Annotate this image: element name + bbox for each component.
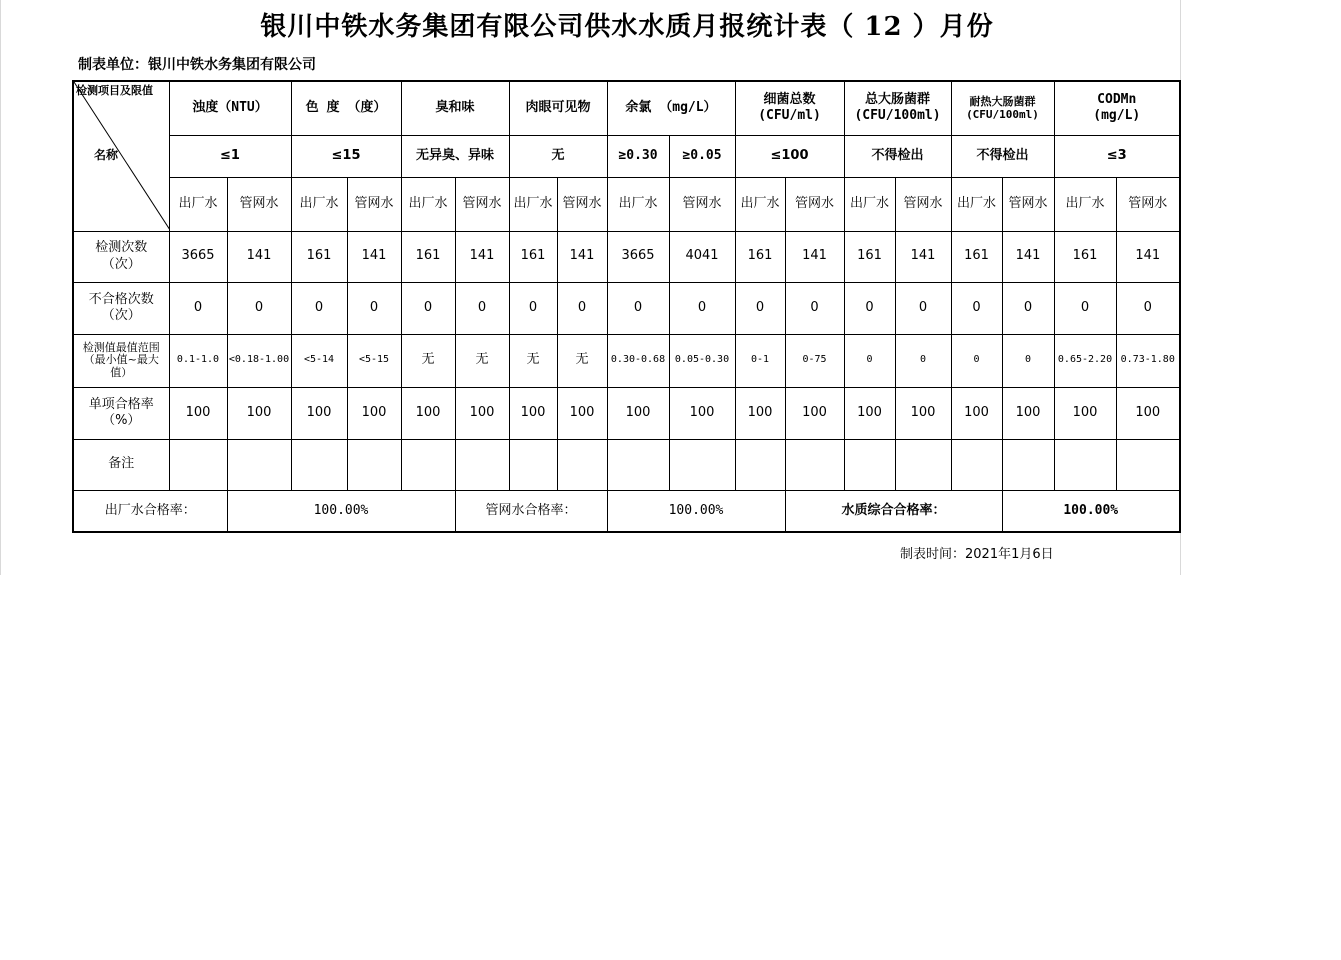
network-pass-rate-value: 100.00%: [607, 490, 785, 532]
sub-header-cell: 管网水: [1116, 177, 1180, 231]
data-cell: 0: [607, 282, 669, 334]
remark-cell[interactable]: [785, 439, 844, 490]
data-cell: 3665: [607, 231, 669, 282]
table-row-pass-rate: [73, 387, 1180, 439]
remark-cell[interactable]: [401, 439, 455, 490]
bacteria-name: 细菌总数: [763, 92, 816, 107]
data-cell: 161: [951, 231, 1002, 282]
sub-header-cell: 管网水: [1002, 177, 1054, 231]
sub-header-cell: 管网水: [895, 177, 951, 231]
total-coliform-name: 总大肠菌群: [864, 92, 930, 107]
remark-cell[interactable]: [844, 439, 895, 490]
limit-turbidity: ≤1: [169, 135, 291, 177]
data-cell: 141: [347, 231, 401, 282]
row-label-line: （最小值~最大: [83, 353, 159, 367]
row-label-line: （%）: [102, 413, 141, 428]
codmn-name: CODMn: [1097, 92, 1137, 107]
diagonal-divider: [74, 82, 169, 230]
data-cell: 无: [455, 334, 509, 387]
row-label-line: 检测值最值范围: [82, 340, 160, 354]
data-cell: 0.05-0.30: [669, 334, 735, 387]
data-cell: 0: [951, 282, 1002, 334]
item-header-color: 色 度 （度）: [291, 81, 401, 135]
data-cell: 100: [509, 387, 557, 439]
corner-bottom-label: 名称: [94, 148, 119, 162]
sub-header-cell: 管网水: [347, 177, 401, 231]
corner-top-label: 检测项目及限值: [76, 84, 153, 97]
data-cell: 0: [844, 334, 895, 387]
factory-pass-rate-label: 出厂水合格率：: [73, 490, 227, 532]
sub-header-cell: 出厂水: [844, 177, 895, 231]
table-row-value-range: [73, 334, 1180, 387]
data-cell: 0: [401, 282, 455, 334]
data-cell: 0.1-1.0: [169, 334, 227, 387]
data-cell: 100: [455, 387, 509, 439]
data-cell: 0: [227, 282, 291, 334]
row-label-remarks: 备注: [73, 439, 169, 490]
remark-cell[interactable]: [895, 439, 951, 490]
data-cell: 无: [401, 334, 455, 387]
limit-bacteria: ≤100: [735, 135, 844, 177]
data-cell: 100: [169, 387, 227, 439]
data-cell: 0-1: [735, 334, 785, 387]
data-cell: 141: [895, 231, 951, 282]
sub-header-cell: 管网水: [227, 177, 291, 231]
data-cell: 100: [557, 387, 607, 439]
item-name-row: [73, 81, 1180, 135]
data-cell: 100: [1002, 387, 1054, 439]
data-cell: 0: [785, 282, 844, 334]
data-cell: 0: [347, 282, 401, 334]
remark-cell[interactable]: [1054, 439, 1116, 490]
data-cell: 0-75: [785, 334, 844, 387]
data-cell: 161: [844, 231, 895, 282]
row-label-line: 不合格次数: [88, 291, 154, 307]
thermotolerant-coliform-name: 耐热大肠菌群: [969, 94, 1036, 108]
limit-odor: 无异臭、异味: [401, 135, 509, 177]
data-cell: 100: [607, 387, 669, 439]
row-label-fail-count: [73, 282, 169, 334]
row-label-line: （次）: [101, 308, 141, 323]
data-cell: 0: [735, 282, 785, 334]
data-cell: 141: [1002, 231, 1054, 282]
data-cell: <5-15: [347, 334, 401, 387]
remark-cell[interactable]: [735, 439, 785, 490]
data-cell: <0.18-1.00: [227, 334, 291, 387]
sub-header-cell: 出厂水: [509, 177, 557, 231]
data-cell: 无: [509, 334, 557, 387]
sub-header-cell: 出厂水: [291, 177, 347, 231]
data-cell: 161: [291, 231, 347, 282]
sub-header-row: [73, 177, 1180, 231]
data-cell: 0: [509, 282, 557, 334]
item-header-thermotolerant-coliform: [951, 81, 1054, 135]
data-cell: 100: [347, 387, 401, 439]
sub-header-cell: 出厂水: [169, 177, 227, 231]
data-cell: 100: [669, 387, 735, 439]
data-cell: 0: [1054, 282, 1116, 334]
sub-header-cell: 出厂水: [1054, 177, 1116, 231]
data-cell: 0: [291, 282, 347, 334]
item-header-visible-matter: 肉眼可见物: [509, 81, 607, 135]
remark-cell[interactable]: [1002, 439, 1054, 490]
codmn-unit: (mg/L): [1093, 108, 1141, 124]
data-cell: 141: [227, 231, 291, 282]
remark-cell[interactable]: [455, 439, 509, 490]
report-title: 银川中铁水务集团有限公司供水水质月报统计表（ 12 ）月份: [260, 12, 994, 42]
data-cell: 0.65-2.20: [1054, 334, 1116, 387]
sub-header-cell: 管网水: [785, 177, 844, 231]
data-cell: 4041: [669, 231, 735, 282]
row-label-line: 单项合格率: [88, 396, 154, 412]
sub-header-cell: 出厂水: [951, 177, 1002, 231]
data-cell: 0: [669, 282, 735, 334]
data-cell: 0.73-1.80: [1116, 334, 1180, 387]
data-cell: 0.30-0.68: [607, 334, 669, 387]
row-label-pass-rate: [73, 387, 169, 439]
data-cell: 3665: [169, 231, 227, 282]
data-cell: 0: [1116, 282, 1180, 334]
remark-cell[interactable]: [347, 439, 401, 490]
row-label-test-count: [73, 231, 169, 282]
data-cell: 161: [1054, 231, 1116, 282]
data-cell: 141: [557, 231, 607, 282]
total-coliform-unit: (CFU/100ml): [854, 108, 941, 124]
data-cell: 100: [1116, 387, 1180, 439]
data-cell: 0: [169, 282, 227, 334]
data-cell: 141: [785, 231, 844, 282]
table-row-test-count: [73, 231, 1180, 282]
data-cell: 0: [844, 282, 895, 334]
data-cell: 0: [895, 282, 951, 334]
factory-pass-rate-value: 100.00%: [227, 490, 455, 532]
row-label-line: 值）: [110, 365, 133, 379]
data-cell: 0: [1002, 334, 1054, 387]
limit-row: [73, 135, 1180, 177]
row-label-value-range: [73, 334, 169, 387]
remark-cell[interactable]: [509, 439, 557, 490]
limit-total-coliform: 不得检出: [844, 135, 951, 177]
remark-cell[interactable]: [1116, 439, 1180, 490]
unit-label: 制表单位：银川中铁水务集团有限公司: [78, 57, 316, 73]
data-cell: 161: [735, 231, 785, 282]
limit-chlorine-factory: ≥0.30: [607, 135, 669, 177]
limit-codmn: ≤3: [1054, 135, 1180, 177]
sub-header-cell: 管网水: [557, 177, 607, 231]
thermotolerant-coliform-unit: (CFU/100ml): [966, 108, 1039, 122]
data-cell: 100: [895, 387, 951, 439]
remark-cell[interactable]: [951, 439, 1002, 490]
data-cell: 0: [895, 334, 951, 387]
data-cell: 100: [844, 387, 895, 439]
overall-pass-rate-value: 100.00%: [1002, 490, 1180, 532]
data-cell: 0: [1002, 282, 1054, 334]
data-cell: 141: [455, 231, 509, 282]
remark-cell[interactable]: [227, 439, 291, 490]
sheet-edge-left: [0, 0, 1, 575]
network-pass-rate-label: 管网水合格率：: [455, 490, 607, 532]
data-cell: 100: [1054, 387, 1116, 439]
remark-cell[interactable]: [669, 439, 735, 490]
data-cell: 0: [557, 282, 607, 334]
summary-row: [73, 490, 1180, 532]
sub-header-cell: 出厂水: [735, 177, 785, 231]
item-header-residual-chlorine: 余氯 （mg/L）: [607, 81, 735, 135]
data-cell: 无: [557, 334, 607, 387]
data-cell: 0: [951, 334, 1002, 387]
remark-cell[interactable]: [291, 439, 347, 490]
bacteria-unit: (CFU/ml): [758, 108, 821, 124]
item-header-odor: 臭和味: [401, 81, 509, 135]
sub-header-cell: 出厂水: [607, 177, 669, 231]
report-date: 制表时间：2021年1月6日: [900, 547, 1054, 562]
limit-thermotolerant-coliform: 不得检出: [951, 135, 1054, 177]
data-cell: 100: [735, 387, 785, 439]
data-cell: 100: [951, 387, 1002, 439]
water-quality-table: [72, 80, 1181, 533]
table-row-fail-count: [73, 282, 1180, 334]
row-label-line: 检测次数: [95, 240, 148, 256]
remark-cell[interactable]: [557, 439, 607, 490]
sub-header-cell: 管网水: [669, 177, 735, 231]
limit-color: ≤15: [291, 135, 401, 177]
corner-header-cell: [73, 81, 169, 231]
sub-header-cell: 出厂水: [401, 177, 455, 231]
limit-chlorine-network: ≥0.05: [669, 135, 735, 177]
data-cell: 100: [401, 387, 455, 439]
item-header-bacteria: [735, 81, 844, 135]
overall-pass-rate-label: 水质综合合格率：: [785, 490, 1002, 532]
data-cell: 161: [401, 231, 455, 282]
sub-header-cell: 管网水: [455, 177, 509, 231]
data-cell: 100: [785, 387, 844, 439]
data-cell: 100: [227, 387, 291, 439]
table-row-remarks: [73, 439, 1180, 490]
data-cell: 141: [1116, 231, 1180, 282]
item-header-codmn: [1054, 81, 1180, 135]
remark-cell[interactable]: [607, 439, 669, 490]
data-cell: 100: [291, 387, 347, 439]
item-header-total-coliform: [844, 81, 951, 135]
item-header-turbidity: 浊度（NTU）: [169, 81, 291, 135]
row-label-line: （次）: [101, 256, 141, 272]
limit-visible-matter: 无: [509, 135, 607, 177]
remark-cell[interactable]: [169, 439, 227, 490]
data-cell: 161: [509, 231, 557, 282]
data-cell: <5-14: [291, 334, 347, 387]
data-cell: 0: [455, 282, 509, 334]
